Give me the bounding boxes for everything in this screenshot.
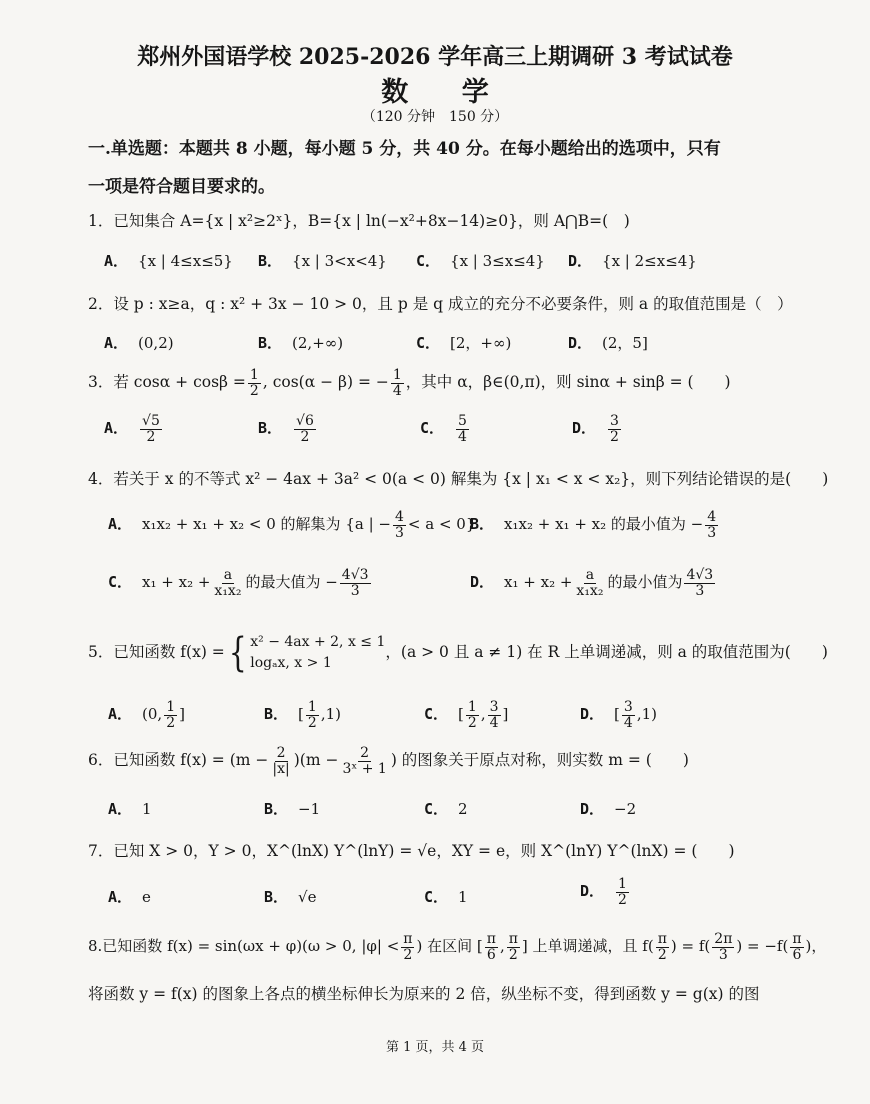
q5-option-a: A． (0, $\frac{1}{2}$ ]	[108, 699, 185, 731]
q2-option-c: C． [2，+∞)	[416, 334, 512, 352]
q6-option-d: D． −2	[580, 800, 637, 818]
q1-option-b: B． {x | 3<x<4}	[258, 252, 387, 270]
q4-option-a: A． x₁x₂ + x₁ + x₂ < 0 的解集为 {a | − $\frac{4}{3}$ < a < 0}	[108, 509, 476, 541]
fraction: $\frac{1}{4}$	[392, 367, 402, 399]
fraction: $\frac{1}{2}$	[249, 367, 259, 399]
q2-option-d: D． (2，5]	[568, 334, 648, 352]
exam-title: 郑州外国语学校 2025-2026 学年高三上期调研 3 考试试卷	[137, 44, 733, 70]
question-5-stem: 5．已知函数 f(x) ={ x² − 4ax + 2, x ≤ 1 logₐx, x > 1 ，(a > 0 且 a ≠ 1) 在 R 上单调递减，则 a 的取值范围为( )	[88, 630, 828, 676]
q7-option-d: D． $\frac{1}{2}$	[580, 876, 627, 908]
question-2-stem: 2．设 p : x≥a，q : x² + 3x − 10 > 0，且 p 是 q 成立的充分不必要条件，则 a 的取值范围是（ ）	[88, 295, 793, 313]
q7-option-a: A． e	[108, 888, 151, 906]
section-heading-line1: 一.单选题：本题共 8 小题，每小题 5 分，共 40 分。在每小题给出的选项中，只有	[88, 139, 721, 159]
question-8-line2: 将函数 y = f(x) 的图象上各点的横坐标伸长为原来的 2 倍，纵坐标不变，得到函数 y = g(x) 的图	[88, 985, 760, 1003]
q3-option-c: C． $\frac{5}{4}$	[420, 413, 467, 445]
left-brace: {	[228, 630, 247, 676]
question-1-stem: 1．已知集合 A={x | x²≥2ˣ}，B={x | ln(−x²+8x−14)≥0}，则 A⋂B=( )	[88, 212, 630, 230]
q1-option-c: C． {x | 3≤x≤4}	[416, 252, 545, 270]
q6-option-b: B． −1	[264, 800, 321, 818]
question-7-stem: 7．已知 X > 0，Y > 0，X^(lnX) Y^(lnY) = √e，XY = e，则 X^(lnY) Y^(lnX) = ( )	[88, 842, 735, 860]
q2-option-a: A． (0,2)	[104, 334, 174, 352]
page-footer: 第 1 页，共 4 页	[385, 1040, 485, 1055]
section-heading-line2: 一项是符合题目要求的。	[88, 177, 275, 197]
q4-option-c: C． x₁ + x₂ + $\frac{a}{\text{x₁x₂}}$ 的最大值为 − $\frac{4√3}{3}$	[108, 567, 369, 599]
q4-option-b: B． x₁x₂ + x₁ + x₂ 的最小值为 − $\frac{4}{3}$	[470, 509, 717, 541]
piecewise-cases: x² − 4ax + 2, x ≤ 1 logₐx, x > 1	[250, 634, 386, 671]
q4-option-d: D． x₁ + x₂ + $\frac{a}{\text{x₁x₂}}$ 的最小值为 $\frac{4√3}{3}$	[470, 567, 714, 599]
q1-option-a: A． {x | 4≤x≤5}	[104, 252, 233, 270]
subject-title: 数 学	[381, 77, 511, 108]
q5-option-c: C． [ $\frac{1}{2}$ , $\frac{3}{4}$ ]	[424, 699, 509, 731]
q6-option-c: C． 2	[424, 800, 468, 818]
exam-duration: （120 分钟 150 分）	[361, 109, 509, 125]
q3-option-b: B． $\frac{√6}{2}$	[258, 413, 314, 445]
q7-option-c: C． 1	[424, 888, 468, 906]
q6-option-a: A． 1	[108, 800, 152, 818]
question-4-stem: 4．若关于 x 的不等式 x² − 4ax + 3a² < 0(a < 0) 解集为 {x | x₁ < x < x₂}，则下列结论错误的是( )	[88, 470, 829, 488]
q5-option-b: B． [ $\frac{1}{2}$ ,1)	[264, 699, 341, 731]
q1-option-d: D． {x | 2≤x≤4}	[568, 252, 697, 270]
q3-option-d: D． $\frac{3}{2}$	[572, 413, 619, 445]
question-8-stem: 8.已知函数 f(x) = sin(ωx + φ)(ω > 0, |φ| < $\frac{\pi}{2}$ ) 在区间 [ $\frac{\pi}{6}$ , $\frac{\pi}{2}$ ] 上单调递减，且 f( $\frac{\pi}{2}$ ) = f( $\frac{2\pi}{3}$ ) = −f( $\frac{\pi}{6}$ )，	[88, 931, 827, 963]
q5-option-d: D． [ $\frac{3}{4}$ ,1)	[580, 699, 657, 731]
q2-option-b: B． (2,+∞)	[258, 334, 344, 352]
question-6-stem: 6．已知函数 f(x) = (m − $\frac{2}{|x|}$ )(m − $\frac{2}{\text{3ˣ + 1}}$ ) 的图象关于原点对称，则实数 m = ( )	[88, 745, 689, 777]
question-3-stem: 3．若 cosα + cosβ = $\frac{1}{2}$ , cos(α − β) = − $\frac{1}{4}$ ，其中 α，β∈(0,π)，则 sinα + sinβ = ( )	[88, 367, 731, 399]
q7-option-b: B． √e	[264, 888, 317, 906]
q3-option-a: A． $\frac{√5}{2}$	[104, 413, 160, 445]
